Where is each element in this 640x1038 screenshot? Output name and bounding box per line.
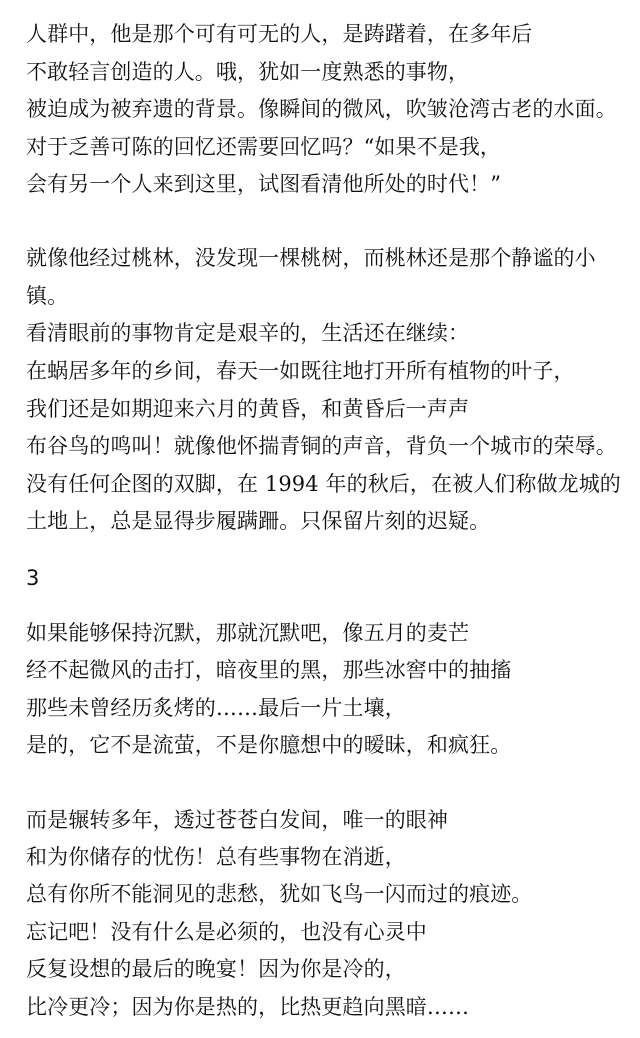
poem-line: 就像他经过桃林，没发现一棵桃树，而桃林还是那个静谧的小 [26,246,596,270]
poem-line: 人群中，他是那个可有可无的人，是踌躇着，在多年后 [26,22,533,46]
poem-line: 那些未曾经历炙烤的……最后一片土壤， [26,696,406,720]
poem-line: 会有另一个人来到这里，试图看清他所处的时代！” [26,172,502,196]
poem-line: 经不起微风的击打，暗夜里的黑，那些冰窖中的抽搐 [26,658,512,682]
poem-line: 在蜗居多年的乡间，春天一如既往地打开所有植物的叶子， [26,359,575,383]
poem-line: 反复设想的最后的晚宴！因为你是冷的， [26,957,406,981]
poem-line: 我们还是如期迎来六月的黄昏，和黄昏后一声声 [26,397,470,421]
poem-line: 而是辗转多年，透过苍苍白发间，唯一的眼神 [26,808,448,832]
poem-line: 对于乏善可陈的回忆还需要回忆吗？“如果不是我， [26,135,502,159]
poem-line: 和为你储存的忧伤！总有些事物在消逝， [26,845,406,869]
poem-line: 没有任何企图的双脚，在 1994 年的秋后，在被人们称做龙城的 [26,472,621,496]
poem-line: 如果能够保持沉默，那就沉默吧，像五月的麦芒 [26,621,470,645]
poem-line: 比冷更冷；因为你是热的，比热更趋向黑暗…… [26,995,470,1019]
section-number: 3 [26,566,40,590]
poem-line: 不敢轻言创造的人。哦，犹如一度熟悉的事物， [26,60,470,84]
poem-line: 土地上，总是显得步履蹒跚。只保留片刻的迟疑。 [26,509,491,533]
poem-line: 布谷鸟的鸣叫！就像他怀揣青铜的声音，背负一个城市的荣辱。 [26,434,617,458]
poem-line: 忘记吧！没有什么是必须的，也没有心灵中 [26,920,427,944]
poem-line: 看清眼前的事物肯定是艰辛的，生活还在继续： [26,321,470,345]
poem-line: 总有你所不能洞见的悲愁，犹如飞鸟一闪而过的痕迹。 [26,882,533,906]
poem-line: 是的，它不是流萤，不是你臆想中的暧昧，和疯狂。 [26,733,512,757]
poem-line: 镇。 [26,284,69,308]
poem-line: 被迫成为被弃遗的背景。像瞬间的微风，吹皱沧湾古老的水面。 [26,97,617,121]
